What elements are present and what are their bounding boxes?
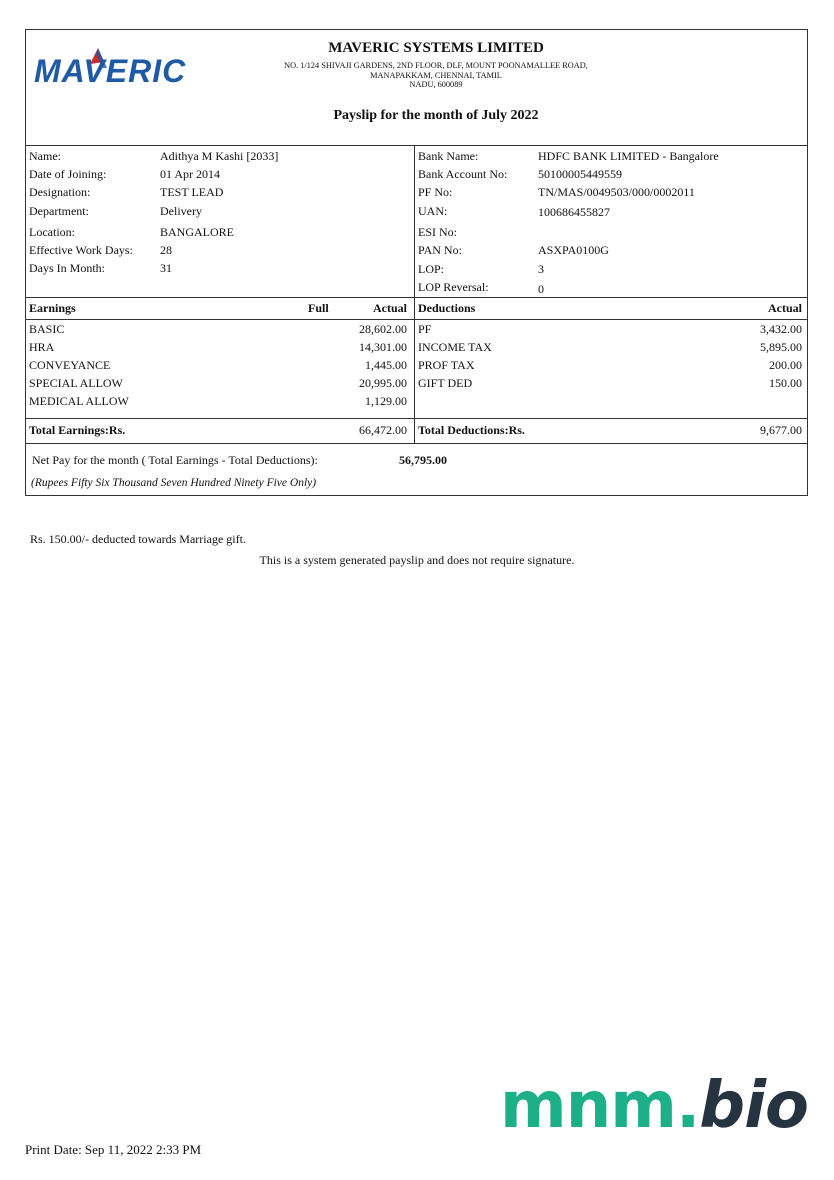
- label-account-no: Bank Account No:: [418, 167, 508, 181]
- label-department: Department:: [29, 204, 89, 218]
- total-earnings-label: Total Earnings:Rs.: [29, 423, 126, 437]
- payslip-header: [26, 30, 807, 146]
- label-days-in-month: Days In Month:: [29, 261, 105, 275]
- company-address: NO. 1/124 SHIVAJI GARDENS, 2ND FLOOR, DLF, MOUNT POONAMALLEE ROAD, MANAPAKKAM, CHENNAI, TAMIL NADU, 600089: [284, 61, 588, 90]
- value-location: BANGALORE: [160, 225, 234, 239]
- value-work-days: 28: [160, 243, 172, 257]
- net-pay-in-words: (Rupees Fifty Six Thousand Seven Hundred Ninety Five Only): [31, 477, 317, 489]
- value-lop: 3: [538, 262, 544, 276]
- label-doj: Date of Joining:: [29, 167, 107, 181]
- label-lop: LOP:: [418, 262, 445, 276]
- deduction-amount: 200.00: [769, 358, 802, 372]
- earning-name: SPECIAL ALLOW: [29, 376, 123, 390]
- total-earnings-value: 66,472.00: [359, 423, 407, 437]
- deduction-name: INCOME TAX: [418, 340, 492, 354]
- label-bank-name: Bank Name:: [418, 149, 479, 163]
- print-date: Print Date: Sep 11, 2022 2:33 PM: [25, 1142, 202, 1157]
- label-uan: UAN:: [418, 204, 448, 218]
- deduction-amount: 150.00: [769, 376, 802, 390]
- employee-info: [26, 146, 807, 298]
- earning-name: MEDICAL ALLOW: [29, 394, 129, 408]
- company-name: MAVERIC SYSTEMS LIMITED: [328, 40, 544, 56]
- total-deductions-value: 9,677.00: [760, 423, 802, 437]
- value-days-in-month: 31: [160, 261, 172, 275]
- system-generated-note: This is a system generated payslip and does not require signature.: [259, 553, 575, 567]
- net-pay-value: 56,795.00: [399, 453, 447, 467]
- earning-amount: 14,301.00: [359, 340, 407, 354]
- deductions-header: Deductions: [418, 301, 476, 315]
- deduction-name: PF: [418, 322, 432, 336]
- earning-amount: 1,129.00: [365, 394, 407, 408]
- earnings-actual-header: Actual: [373, 301, 407, 315]
- earning-amount: 28,602.00: [359, 322, 407, 336]
- deduction-amount: 3,432.00: [760, 322, 802, 336]
- value-uan: 100686455827: [538, 205, 610, 219]
- label-lop-reversal: LOP Reversal:: [418, 280, 489, 294]
- net-pay-section: [26, 444, 807, 495]
- value-doj: 01 Apr 2014: [160, 167, 220, 181]
- label-name: Name:: [29, 149, 61, 163]
- label-pf-no: PF No:: [418, 185, 453, 199]
- value-department: Delivery: [160, 204, 202, 218]
- payslip-box: [25, 29, 808, 496]
- value-pf-no: TN/MAS/0049503/000/0002011: [538, 185, 695, 199]
- deductions-actual-header: Actual: [768, 301, 802, 315]
- earning-name: CONVEYANCE: [29, 358, 111, 372]
- value-account-no: 50100005449559: [538, 167, 622, 181]
- total-deductions-label: Total Deductions:Rs.: [418, 423, 525, 437]
- payslip-title: Payslip for the month of July 2022: [333, 108, 539, 123]
- deduction-name: GIFT DED: [418, 376, 473, 390]
- svg-text:MAVERIC: MAVERIC: [34, 53, 187, 86]
- earning-amount: 20,995.00: [359, 376, 407, 390]
- deduction-name: PROF TAX: [418, 358, 475, 372]
- earnings-deductions-table: [26, 298, 807, 444]
- value-bank-name: HDFC BANK LIMITED - Bangalore: [538, 149, 719, 163]
- net-pay-label: Net Pay for the month ( Total Earnings - Total Deductions):: [32, 453, 318, 467]
- earning-amount: 1,445.00: [365, 358, 407, 372]
- value-name: Adithya M Kashi [2033]: [160, 149, 279, 163]
- gift-deduction-note: Rs. 150.00/- deducted towards Marriage gift.: [30, 532, 246, 546]
- label-location: Location:: [29, 225, 75, 239]
- earnings-header: Earnings: [29, 301, 76, 315]
- earning-name: BASIC: [29, 322, 65, 336]
- value-lop-reversal: 0: [538, 282, 544, 296]
- label-designation: Designation:: [29, 185, 91, 199]
- value-designation: TEST LEAD: [160, 185, 224, 199]
- earning-name: HRA: [29, 340, 55, 354]
- label-esi-no: ESI No:: [418, 225, 457, 239]
- label-work-days: Effective Work Days:: [29, 243, 133, 257]
- earnings-full-header: Full: [308, 301, 329, 315]
- label-pan-no: PAN No:: [418, 243, 462, 257]
- watermark-logo: mnm.bio: [500, 1069, 808, 1143]
- deduction-amount: 5,895.00: [760, 340, 802, 354]
- maveric-logo: [32, 42, 200, 86]
- value-pan-no: ASXPA0100G: [538, 243, 609, 257]
